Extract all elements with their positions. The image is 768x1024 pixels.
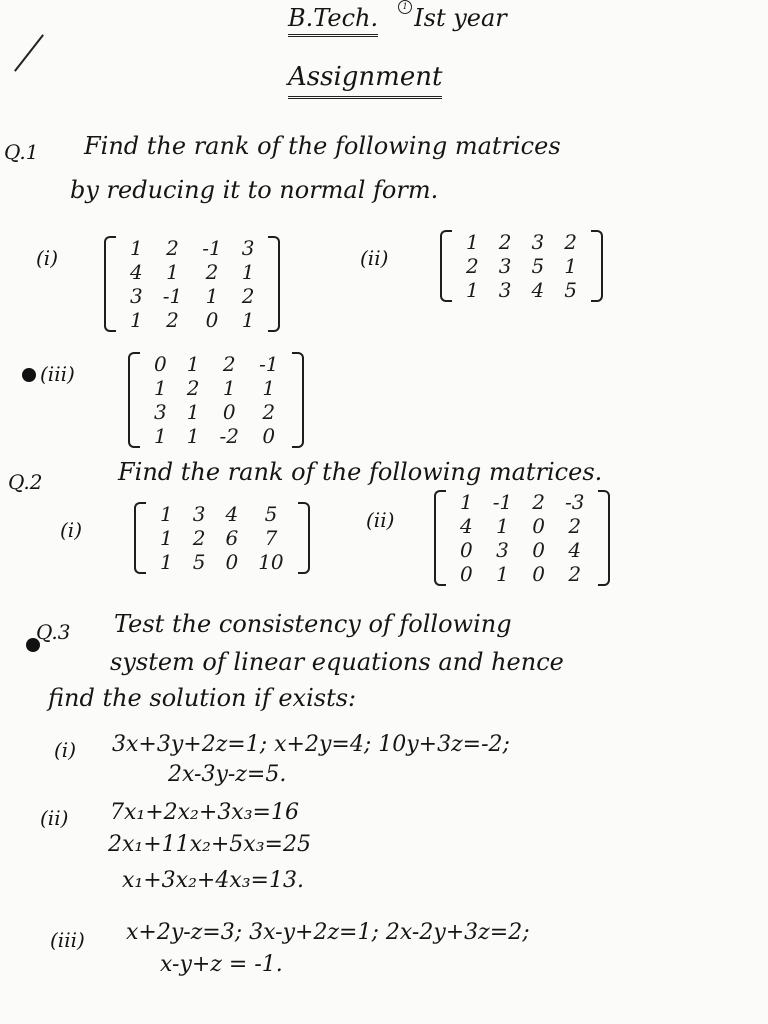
q3-part-iii-line1: x+2y-z=3; 3x-y+2z=1; 2x-2y+3z=2;: [126, 920, 530, 945]
cell: 1: [166, 260, 179, 284]
cell: 10: [258, 550, 284, 574]
cell: 1: [186, 400, 200, 424]
cell: 1: [160, 550, 173, 574]
cell: 2: [186, 376, 200, 400]
right-bracket: [268, 236, 280, 332]
q3-text-line3: find the solution if exists:: [48, 684, 357, 712]
cell: 3: [498, 254, 512, 278]
right-bracket: [591, 230, 603, 302]
cell: 1: [154, 424, 167, 448]
q3-part-ii-line3: x₁+3x₂+4x₃=13.: [122, 868, 304, 893]
left-bracket: [104, 236, 116, 332]
cell: 4: [568, 538, 582, 562]
right-bracket: [598, 490, 610, 586]
cell: -1: [258, 352, 279, 376]
q2-number: Q.2: [8, 470, 43, 494]
cell: 2: [568, 562, 582, 586]
cell: 0: [532, 538, 545, 562]
cell: 1: [186, 352, 200, 376]
cell: 1: [186, 424, 200, 448]
cell: 0: [460, 562, 473, 586]
cell: 1: [154, 376, 167, 400]
cell: 1: [130, 308, 143, 332]
cell: 2: [498, 230, 512, 254]
left-bracket: [128, 352, 140, 448]
cell: 0: [154, 352, 167, 376]
cell: 4: [531, 278, 545, 302]
matrix-grid: [450, 490, 594, 586]
cell: 3: [531, 230, 545, 254]
cell: 1: [160, 502, 173, 526]
cell: 3: [498, 278, 512, 302]
cell: 2: [222, 352, 236, 376]
cell: 1: [466, 278, 479, 302]
q3-part-iii-line2: x-y+z = -1.: [160, 952, 283, 977]
matrix-grid: [144, 352, 288, 448]
left-bracket: [434, 490, 446, 586]
q3-part-ii-line2: 2x₁+11x₂+5x₃=25: [108, 832, 311, 857]
right-bracket: [298, 502, 310, 574]
right-bracket: [292, 352, 304, 448]
q2-matrix-i: [134, 502, 310, 574]
cell: -1: [492, 490, 513, 514]
q3-text-line1: Test the consistency of following: [114, 610, 512, 638]
cell: 2: [568, 514, 582, 538]
q2-matrix-ii: [434, 490, 610, 586]
course-year: Ist year: [414, 4, 507, 32]
cell: 4: [130, 260, 143, 284]
q2-part-ii-label: (ii): [366, 508, 395, 532]
cell: 2: [192, 526, 206, 550]
q3-text-line2: system of linear equations and hence: [110, 648, 564, 676]
cell: 0: [262, 424, 276, 448]
cell: 0: [532, 514, 545, 538]
cell: 7: [264, 526, 278, 550]
bullet-dot-icon: [22, 368, 36, 382]
cell: 1: [496, 514, 509, 538]
corner-page-mark: 1: [398, 0, 412, 14]
q3-part-i-line2: 2x-3y-z=5.: [168, 762, 287, 787]
q2-text: Find the rank of the following matrices.: [118, 458, 603, 486]
q1-text-line1: Find the rank of the following matrices: [84, 132, 561, 160]
cell: 0: [225, 550, 239, 574]
cell: 0: [460, 538, 473, 562]
matrix-grid: [120, 236, 264, 332]
cell: 1: [205, 284, 219, 308]
cell: 4: [460, 514, 473, 538]
q1-part-iii-label: (iii): [40, 362, 75, 386]
cell: 2: [262, 400, 276, 424]
q3-part-i-line1: 3x+3y+2z=1; x+2y=4; 10y+3z=-2;: [112, 732, 510, 757]
cell: 5: [264, 502, 278, 526]
cell: 0: [222, 400, 236, 424]
matrix-grid: [456, 230, 587, 302]
cell: 1: [222, 376, 236, 400]
cell: 1: [564, 254, 577, 278]
cell: 1: [262, 376, 276, 400]
q3-part-ii-label: (ii): [40, 806, 69, 830]
cell: 2: [166, 236, 179, 260]
cell: 2: [564, 230, 577, 254]
cell: 2: [532, 490, 545, 514]
margin-slash-mark: [14, 34, 44, 71]
cell: -1: [162, 284, 183, 308]
q1-matrix-ii: [440, 230, 603, 302]
cell: 4: [225, 502, 239, 526]
cell: 5: [531, 254, 545, 278]
q1-number: Q.1: [4, 140, 39, 164]
assignment-title: [288, 62, 442, 99]
cell: 5: [192, 550, 206, 574]
q1-matrix-iii: [128, 352, 304, 448]
cell: 3: [241, 236, 255, 260]
q3-number: Q.3: [36, 620, 71, 644]
cell: 2: [241, 284, 255, 308]
cell: 1: [241, 260, 255, 284]
cell: 6: [225, 526, 239, 550]
cell: 2: [205, 260, 219, 284]
cell: 1: [241, 308, 255, 332]
cell: 5: [564, 278, 577, 302]
cell: 3: [154, 400, 167, 424]
cell: 2: [166, 308, 179, 332]
cell: -2: [219, 424, 239, 448]
cell: 1: [460, 490, 473, 514]
q3-part-i-label: (i): [54, 738, 77, 762]
q3-part-ii-line1: 7x₁+2x₂+3x₃=16: [110, 800, 299, 825]
cell: 2: [466, 254, 479, 278]
q1-matrix-i: [104, 236, 280, 332]
q1-part-i-label: (i): [36, 246, 59, 270]
course-heading: [288, 4, 507, 37]
q3-part-iii-label: (iii): [50, 928, 85, 952]
cell: 0: [532, 562, 545, 586]
cell: 3: [496, 538, 509, 562]
q1-text-line2: by reducing it to normal form.: [70, 176, 439, 204]
q2-part-i-label: (i): [60, 518, 83, 542]
cell: 1: [466, 230, 479, 254]
cell: -3: [564, 490, 585, 514]
cell: 3: [130, 284, 143, 308]
left-bracket: [134, 502, 146, 574]
cell: 1: [160, 526, 173, 550]
cell: 1: [496, 562, 509, 586]
cell: 3: [192, 502, 206, 526]
assignment-title-text: Assignment: [288, 62, 442, 99]
cell: 1: [130, 236, 143, 260]
left-bracket: [440, 230, 452, 302]
matrix-grid: [150, 502, 294, 574]
cell: 0: [205, 308, 219, 332]
q1-part-ii-label: (ii): [360, 246, 389, 270]
cell: -1: [202, 236, 222, 260]
course-name: B.Tech.: [288, 4, 378, 37]
